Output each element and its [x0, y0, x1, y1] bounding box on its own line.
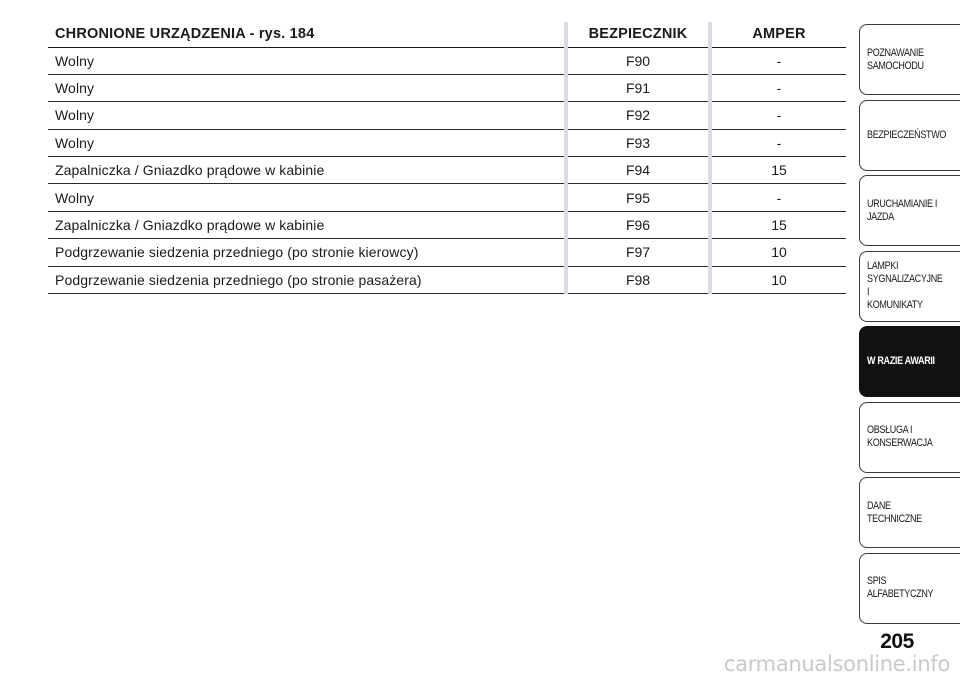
column-header-amp: AMPER [710, 22, 846, 47]
table-row [48, 74, 846, 101]
nav-tab-label: BEZPIECZEŃSTWO [867, 128, 947, 141]
fuse-cell: F93 [566, 129, 710, 156]
device-cell: Zapalniczka / Gniazdko prądowe w kabinie [48, 211, 566, 238]
nav-tab-1[interactable] [859, 24, 960, 95]
amp-cell: - [710, 47, 846, 74]
fuse-rows [48, 47, 846, 294]
nav-tab-2[interactable] [859, 100, 960, 171]
fuse-cell: F91 [566, 74, 710, 101]
fuse-cell: F92 [566, 102, 710, 129]
column-header-fuse: BEZPIECZNIK [566, 22, 710, 47]
device-cell: Zapalniczka / Gniazdko prądowe w kabinie [48, 157, 566, 184]
fuse-cell: F90 [566, 47, 710, 74]
table-row [48, 211, 846, 238]
amp-cell: - [710, 184, 846, 211]
nav-tab-label: OBSŁUGA I KONSERWACJA [867, 424, 933, 449]
amp-cell: 10 [710, 266, 846, 293]
table-row [48, 239, 846, 266]
table-row [48, 266, 846, 293]
fuse-cell: F97 [566, 239, 710, 266]
fuse-cell: F96 [566, 211, 710, 238]
chapter-nav [859, 24, 960, 628]
table-row [48, 129, 846, 156]
amp-cell: - [710, 129, 846, 156]
amp-cell: 10 [710, 239, 846, 266]
device-cell: Podgrzewanie siedzenia przedniego (po stronie kierowcy) [48, 239, 566, 266]
watermark: carmanualsonline.info [723, 652, 950, 676]
nav-tab-label: LAMPKI SYGNALIZACYJNE I KOMUNIKATY [867, 260, 943, 311]
table-row [48, 184, 846, 211]
device-cell: Wolny [48, 102, 566, 129]
fuse-cell: F94 [566, 157, 710, 184]
amp-cell: - [710, 74, 846, 101]
page-number: 205 [880, 630, 914, 653]
device-cell: Wolny [48, 74, 566, 101]
nav-tab-8[interactable] [859, 553, 960, 624]
fuse-cell: F98 [566, 266, 710, 293]
device-cell: Podgrzewanie siedzenia przedniego (po stronie pasażera) [48, 266, 566, 293]
fuse-cell: F95 [566, 184, 710, 211]
amp-cell: 15 [710, 157, 846, 184]
nav-tab-6[interactable] [859, 402, 960, 473]
nav-tab-label: SPIS ALFABETYCZNY [867, 575, 934, 600]
nav-tab-3[interactable] [859, 175, 960, 246]
fuse-table [48, 22, 846, 294]
nav-tab-4[interactable] [859, 251, 960, 322]
device-cell: Wolny [48, 184, 566, 211]
amp-cell: 15 [710, 211, 846, 238]
column-header-device: CHRONIONE URZĄDZENIA - rys. 184 [48, 22, 566, 47]
table-row [48, 102, 846, 129]
device-cell: Wolny [48, 129, 566, 156]
nav-tab-label: DANE TECHNICZNE [867, 499, 922, 525]
nav-tab-label: W RAZIE AWARII [867, 355, 935, 367]
nav-tab-label: POZNAWANIE SAMOCHODU [867, 46, 924, 72]
table-row [48, 47, 846, 74]
device-cell: Wolny [48, 47, 566, 74]
nav-tab-label: URUCHAMIANIE I JAZDA [867, 197, 938, 223]
amp-cell: - [710, 102, 846, 129]
table-row [48, 157, 846, 184]
nav-tab-5[interactable] [859, 326, 960, 397]
table-header-row [48, 22, 846, 47]
nav-tab-7[interactable] [859, 477, 960, 548]
